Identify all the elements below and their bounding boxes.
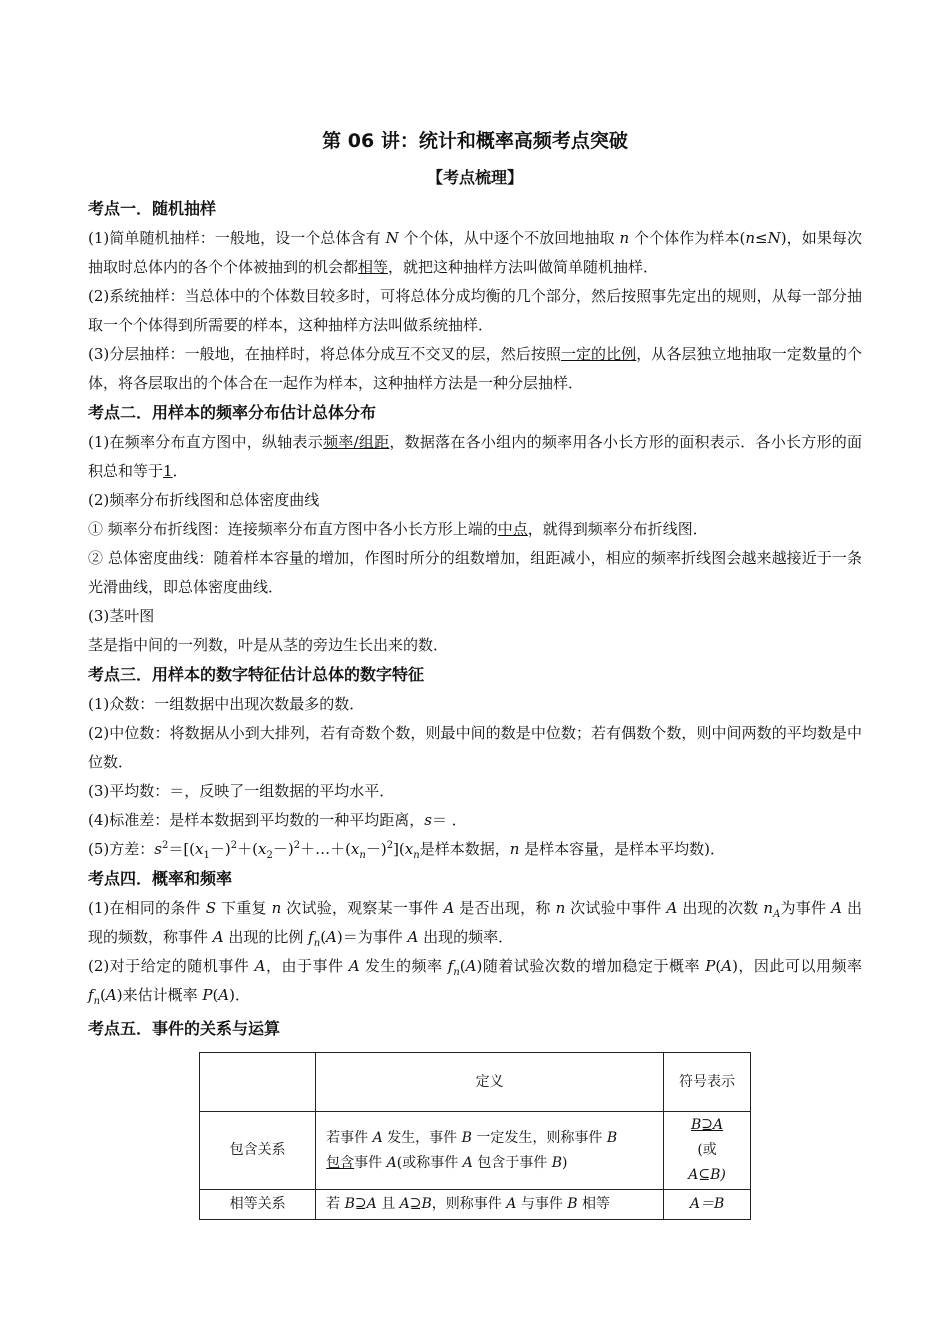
table-cell-symbol: B⊇A (或 A⊆B) [664,1112,751,1190]
paragraph-probability-estimate: (2)对于给定的随机事件 A，由于事件 A 发生的频率 $f_n(A)$随着试验次数的增加稳定于概率 P(A)，因此可以用频率 $f_n(A)$来估计概率 P(A)． [88,957,862,1007]
table-cell-definition: 若 B⊇A 且 A⊇B，则称事件 A 与事件 B 相等 [316,1190,664,1220]
paragraph-systematic-sampling: (2)系统抽样：当总体中的个体数目较多时，可将总体分成均衡的几个部分，然后按照事先定出的规则，从每一部分抽取一个个体得到所需要的样本，这种抽样方法叫做系统抽样． [88,287,862,334]
paragraph-mode: (1)众数：一组数据中出现次数最多的数． [88,695,365,713]
paragraph-density-curve: ② 总体密度曲线：随着样本容量的增加，作图时所分的组数增加，组距减小，相应的频率折线图会越来越接近于一条光滑曲线，即总体密度曲线． [88,549,862,596]
section-heading-5: 考点五．事件的关系与运算 [88,1019,281,1038]
table-header-cell: 符号表示 [664,1053,751,1112]
paragraph-histogram: (1)在频率分布直方图中，纵轴表示频率/组距，数据落在各小组内的频率用各小长方形的面积表示．各小长方形的面积总和等于1． [88,433,862,480]
paragraph-std-dev: (4)标准差：是样本数据到平均数的一种平均距离，s＝ ． [88,811,467,829]
paragraph-simple-random-sampling: (1)简单随机抽样：一般地，设一个总体含有 N 个个体，从中逐个不放回地抽取 n 个个体作为样本(n≤N)，如果每次抽取时总体内的各个个体被抽到的机会都相等，就把这种抽样方法叫做简单随机抽样． [88,229,862,276]
table-cell-symbol: A＝B [664,1190,751,1220]
table-cell-relation-name: 相等关系 [200,1190,316,1220]
paragraph-polygon-density: (2)频率分布折线图和总体密度曲线 [88,491,320,509]
section-heading-4: 考点四．概率和频率 [88,869,233,888]
page-title: 第 06 讲：统计和概率高频考点突破 [322,130,628,152]
table-row [200,1190,751,1220]
section-heading-2: 考点二．用样本的频率分布估计总体分布 [88,403,377,422]
event-relations-table [199,1052,751,1220]
table-header-cell: 定义 [316,1053,664,1112]
paragraph-variance: (5)方差：$s^2=[(x_1-)^2+(x_2-)^2+\dots+(x_n-)^2](x_n$是样本数据，n 是样本容量，是样本平均数)． [88,840,726,861]
paragraph-frequency-polygon: ① 频率分布折线图：连接频率分布直方图中各小长方形上端的中点，就得到频率分布折线图． [88,520,708,538]
table-row [200,1112,751,1190]
section-heading-3: 考点三．用样本的数字特征估计总体的数字特征 [88,665,425,684]
paragraph-stem-leaf-title: (3)茎叶图 [88,607,155,625]
table-header-row [200,1053,751,1112]
paragraph-stem-leaf: 茎是指中间的一列数，叶是从茎的旁边生长出来的数． [88,636,449,654]
section-subtitle: 【考点梳理】 [426,168,523,187]
paragraph-stratified-sampling: (3)分层抽样：一般地，在抽样时，将总体分成互不交叉的层，然后按照一定的比例，从各层独立地抽取一定数量的个体，将各层取出的个体合在一起作为样本，这种抽样方法是一种分层抽样． [88,345,862,392]
table-header-cell [200,1053,316,1112]
paragraph-mean: (3)平均数：＝，反映了一组数据的平均水平． [88,782,395,800]
paragraph-median: (2)中位数：将数据从小到大排列，若有奇数个数，则最中间的数是中位数；若有偶数个数，则中间两数的平均数是中位数． [88,724,862,771]
table-cell-definition: 若事件 A 发生，事件 B 一定发生，则称事件 B 包含事件 A(或称事件 A 包含于事件 B) [316,1112,664,1190]
table-cell-relation-name: 包含关系 [200,1112,316,1190]
section-heading-1: 考点一．随机抽样 [88,199,217,218]
paragraph-frequency-def: (1)在相同的条件 S 下重复 n 次试验，观察某一事件 A 是否出现，称 n 次试验中事件 A 出现的次数 $n_A$为事件 A 出现的频数，称事件 A 出现的比例 $f_n(A)=$为事件 A 出现的频率． [88,899,862,949]
